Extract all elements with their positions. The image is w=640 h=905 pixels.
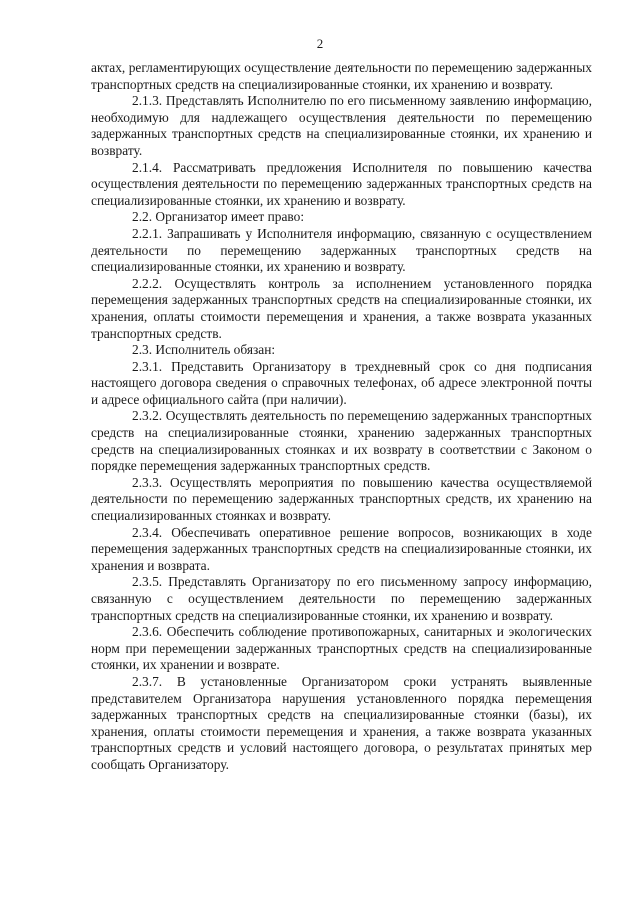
paragraph: 2.2. Организатор имеет право:	[132, 209, 305, 225]
paragraph: 2.3.4. Обеспечивать оперативное решение вопросов, возникающих в ходе перемещения задержанных транспортных средств на специализированные стоянки, их хранения и возврата.	[91, 524, 592, 573]
paragraph: 2.2.1. Запрашивать у Исполнителя информацию, связанную с осуществлением деятельности по перемещению задержанных транспортных средств на специализированные стоянки, их хранению и возврату.	[91, 225, 592, 275]
paragraph: актах, регламентирующих осуществление деятельности по перемещению задержанных транспортных средств на специализированные стоянки, их хранению и возврату.	[91, 60, 592, 92]
paragraph: 2.1.4. Рассматривать предложения Исполнителя по повышению качества осуществления деятельности по перемещению задержанных транспортных средств на специализированные стоянки, их хранению и возврату.	[91, 159, 592, 208]
paragraph: 2.3.1. Представить Организатору в трехдневный срок со дня подписания настоящего договора сведения о справочных телефонах, об адресе электронной почты и адресе официального сайта (при наличии).	[91, 358, 592, 407]
paragraph: 2.3.7. В установленные Организатором сроки устранять выявленные представителем Организатора нарушения установленного порядка перемещения задержанных транспортных средств на специализированные стоянки (базы), их хранения, оплаты стоимости перемещения и хранения, а также возврата указанных транспортных средств и условий настоящего договора, о результатах принятых мер сообщать Организатору.	[91, 673, 592, 772]
document-body	[91, 60, 592, 774]
paragraph: 2.3. Исполнитель обязан:	[132, 342, 276, 358]
paragraph: 2.2.2. Осуществлять контроль за исполнением установленного порядка перемещения задержанных транспортных средств на специализированные стоянки, их хранения, оплаты стоимости перемещения и хранения, а также возврата указанных транспортных средств.	[91, 275, 592, 341]
paragraph: 2.1.3. Представлять Исполнителю по его письменному заявлению информацию, необходимую для надлежащего осуществления деятельности по перемещению задержанных транспортных средств на специализированные стоянки, их хранению и возврату.	[91, 93, 592, 158]
paragraph: 2.3.2. Осуществлять деятельность по перемещению задержанных транспортных средств на специализированные стоянки, хранению задержанных транспортных средств на специализированных стоянках и их возврату в соответствии с Законом о порядке перемещения задержанных транспортных средств.	[91, 408, 592, 474]
paragraph: 2.3.3. Осуществлять мероприятия по повышению качества осуществляемой деятельности по перемещению задержанных транспортных средств, их хранению на специализированных стоянках и возврату.	[91, 474, 592, 524]
page-number: 2	[316, 36, 324, 51]
paragraph: 2.3.6. Обеспечить соблюдение противопожарных, санитарных и экологических норм при перемещении задержанных транспортных средств на специализированные стоянки, их хранении и возврате.	[91, 624, 592, 673]
paragraph: 2.3.5. Представлять Организатору по его письменному запросу информацию, связанную с осуществлением деятельности по перемещению задержанных транспортных средств на специализированные стоянки, их хранению и возврату.	[91, 574, 592, 623]
